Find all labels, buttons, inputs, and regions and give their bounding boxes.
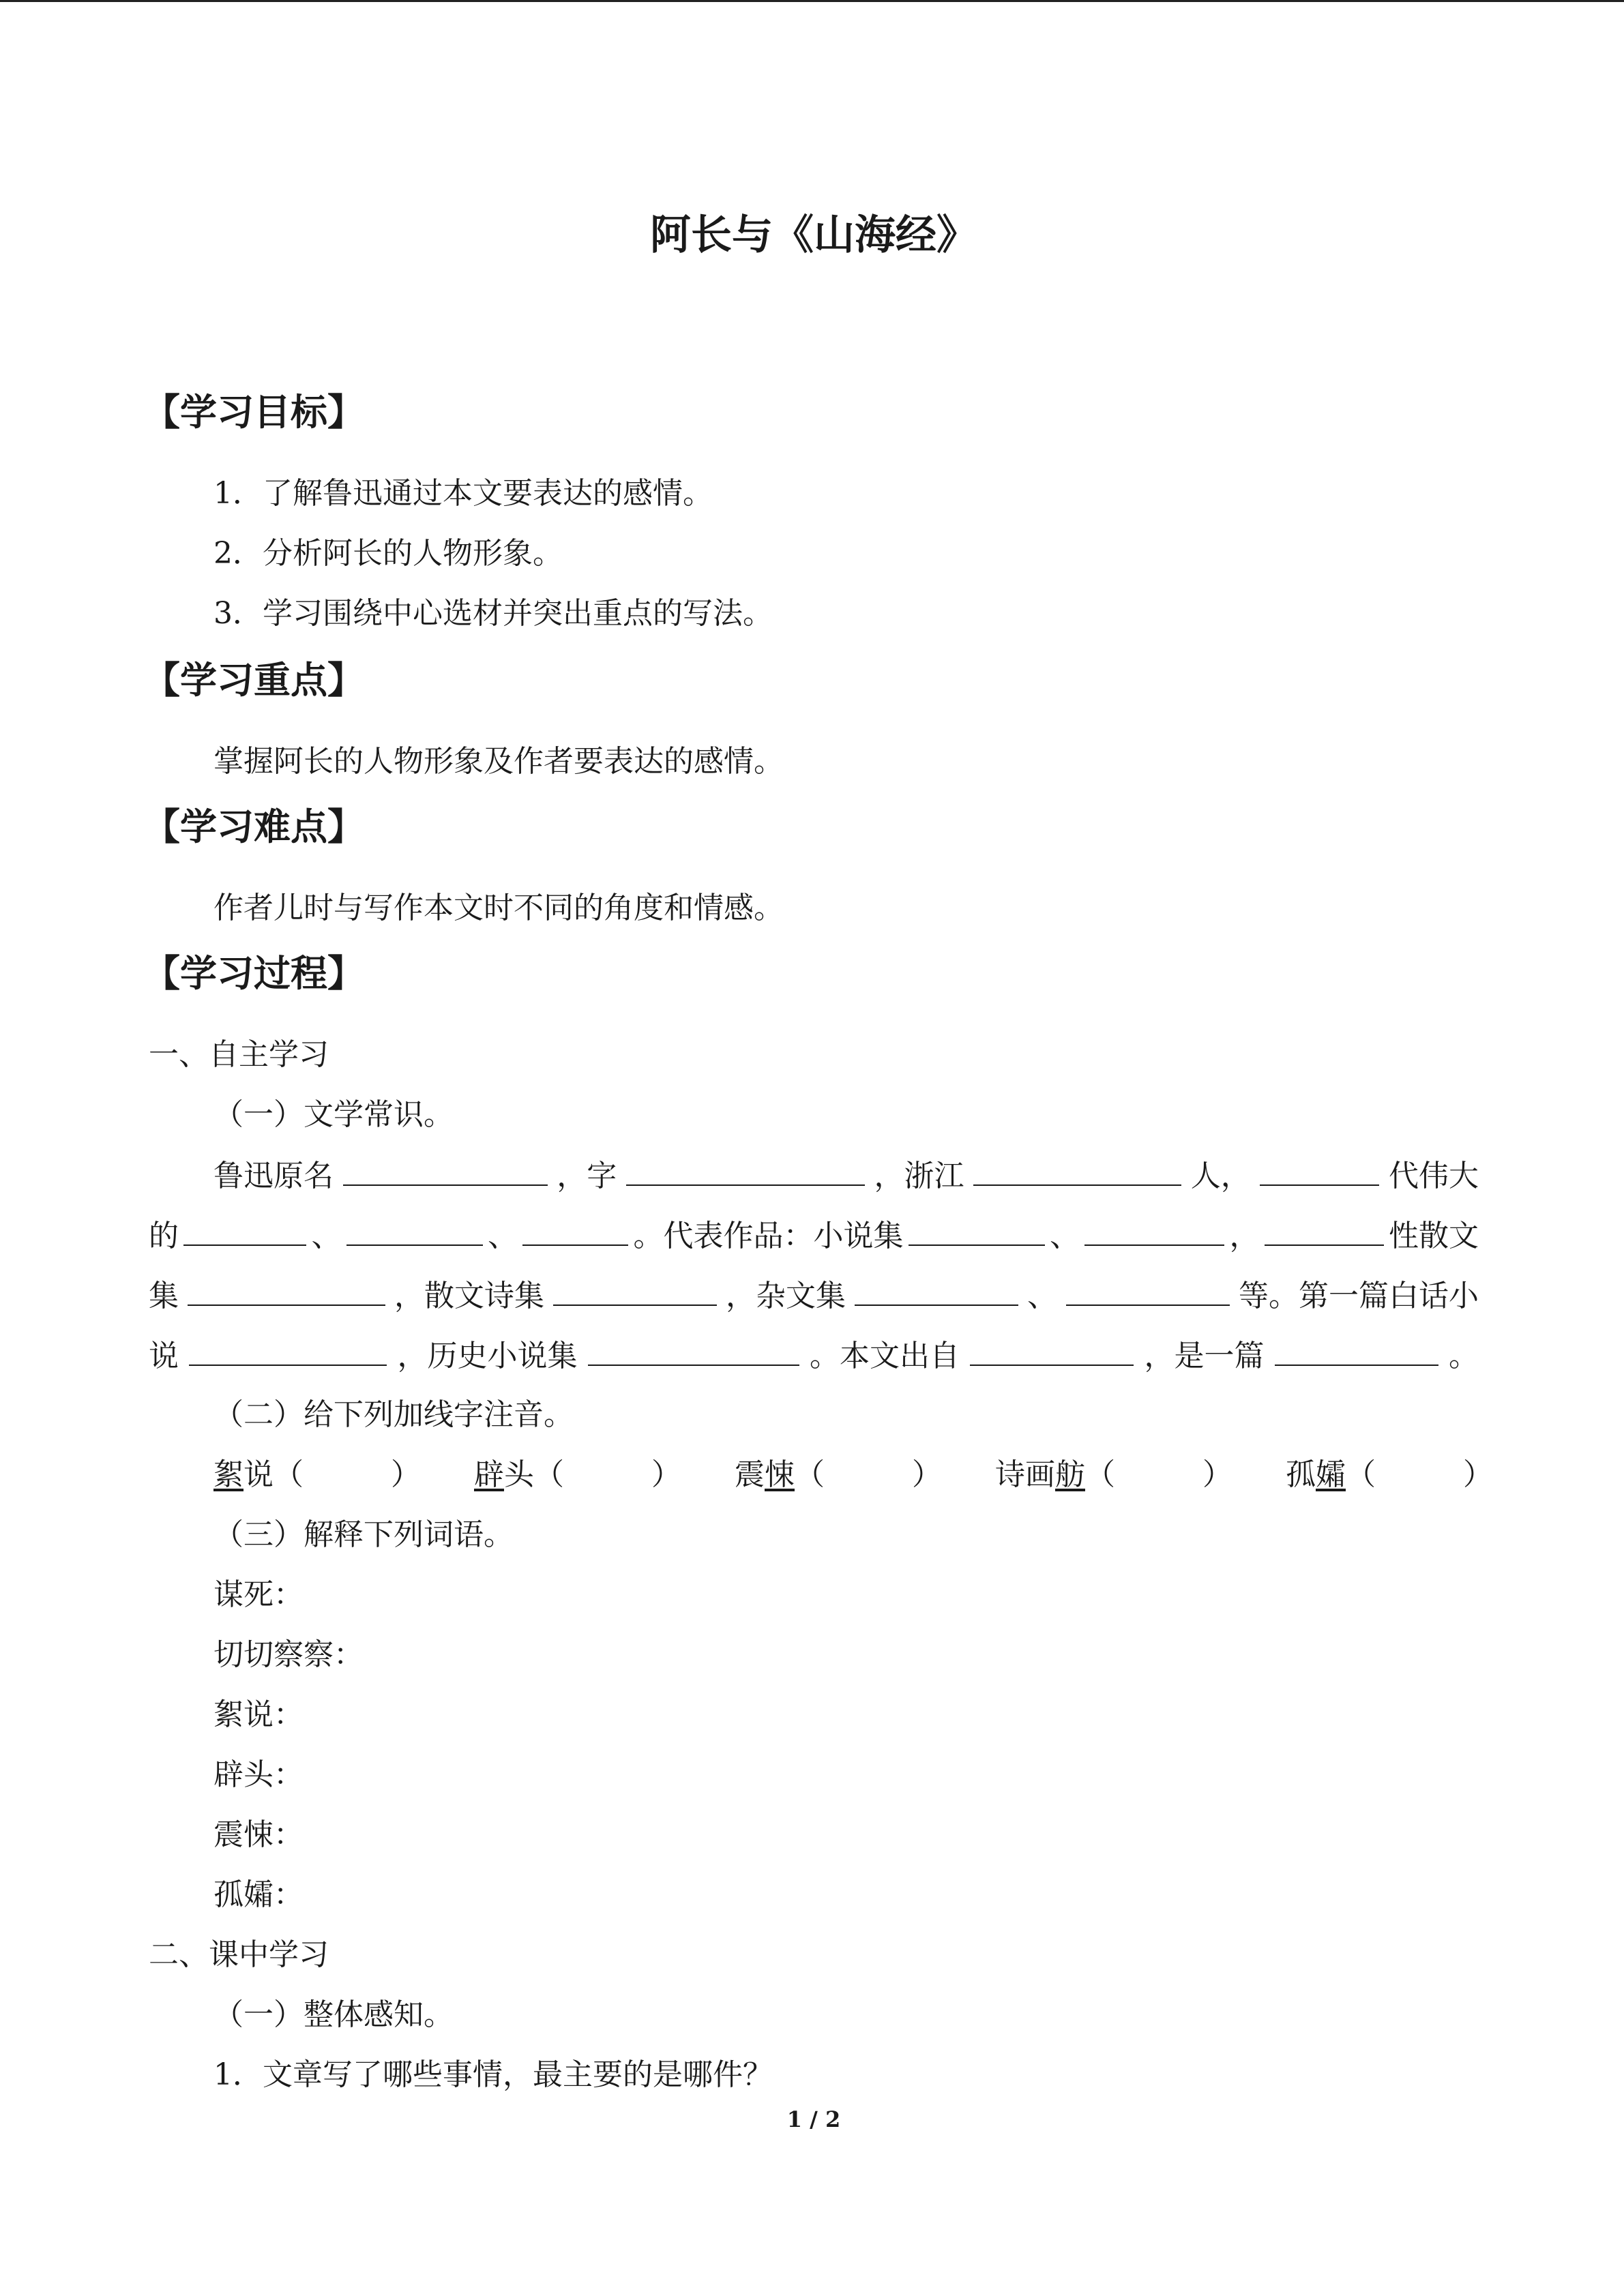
- fill-text: 的: [149, 1219, 179, 1253]
- pinyin-item-1: 絮说（ ）: [213, 1457, 421, 1492]
- word-item-2: 切切察察：: [213, 1637, 364, 1672]
- blank-era[interactable]: [1260, 1154, 1379, 1186]
- difficulty-text: 作者儿时与写作本文时不同的角度和情感。: [213, 891, 784, 925]
- pinyin-item-4: 诗画舫（ ）: [995, 1457, 1232, 1492]
- blank-poem-collection[interactable]: [553, 1274, 717, 1306]
- blank-prose-collection[interactable]: [188, 1274, 385, 1306]
- blank-essay-2[interactable]: [1066, 1274, 1230, 1306]
- blank-essay-1[interactable]: [855, 1274, 1018, 1306]
- fill-text: 鲁迅原名: [213, 1159, 334, 1193]
- fill-line-2: [149, 1214, 1479, 1257]
- blank-hometown[interactable]: [973, 1154, 1181, 1186]
- pinyin-row: [213, 1455, 1537, 1495]
- word-item-4: 辟头：: [213, 1757, 304, 1792]
- section-difficulty-heading: 【学习难点】: [143, 805, 364, 848]
- section-process-heading: 【学习过程】: [143, 952, 364, 995]
- part1-heading: 一、自主学习: [149, 1037, 329, 1072]
- word-item-1: 谋死：: [213, 1577, 304, 1612]
- section-goals-heading: 【学习目标】: [143, 391, 364, 434]
- fill-text: 等。第一篇白话小: [1239, 1279, 1479, 1313]
- fill-line-3: [149, 1274, 1479, 1317]
- document-title: 阿长与《山海经》: [650, 211, 977, 259]
- fill-text: 人，: [1190, 1159, 1251, 1193]
- part2-heading: 二、课中学习: [149, 1937, 329, 1972]
- fill-text: ，杂文集: [726, 1279, 846, 1313]
- blank-novel-2[interactable]: [1084, 1214, 1224, 1246]
- fill-text: 性散文: [1389, 1219, 1479, 1253]
- fill-text: 。: [1449, 1339, 1479, 1373]
- blank-role-2[interactable]: [346, 1214, 483, 1246]
- blank-novel-1[interactable]: [909, 1214, 1045, 1246]
- document-page: [143, 0, 1493, 2296]
- fill-text: 集: [149, 1279, 179, 1313]
- fill-text: 、: [488, 1219, 518, 1253]
- fill-text: ，: [1229, 1219, 1260, 1253]
- fill-text: ，字: [557, 1159, 617, 1193]
- fill-text: ，历史小说集: [397, 1339, 578, 1373]
- fill-line-4: [149, 1335, 1479, 1377]
- blank-role-1[interactable]: [183, 1214, 306, 1246]
- fill-text: 。代表作品：小说集: [633, 1219, 904, 1253]
- part2-sub1: （一）整体感知。: [213, 1997, 454, 2032]
- fill-text: ，浙江: [874, 1159, 964, 1193]
- blank-role-3[interactable]: [522, 1214, 628, 1246]
- blank-courtesy-name[interactable]: [626, 1154, 865, 1186]
- part1-sub3: （三）解释下列词语。: [213, 1517, 514, 1552]
- goal-item-2: 2．分析阿长的人物形象。: [213, 536, 563, 571]
- pinyin-item-5: 孤孀（ ）: [1286, 1457, 1493, 1492]
- focus-text: 掌握阿长的人物形象及作者要表达的感情。: [213, 744, 784, 779]
- fill-text: 、: [311, 1219, 342, 1253]
- word-item-3: 絮说：: [213, 1697, 304, 1732]
- fill-text: ，是一篇: [1144, 1339, 1265, 1373]
- goal-item-3: 3．学习围绕中心选材并突出重点的写法。: [213, 596, 773, 631]
- word-item-6: 孤孀：: [213, 1877, 304, 1912]
- blank-genre[interactable]: [1275, 1335, 1438, 1366]
- pinyin-item-2: 辟头（ ）: [474, 1457, 681, 1492]
- blank-source[interactable]: [970, 1335, 1134, 1366]
- pinyin-item-3: 震悚（ ）: [735, 1457, 942, 1492]
- fill-text: 。本文出自: [810, 1339, 960, 1373]
- blank-original-name[interactable]: [343, 1154, 548, 1186]
- blank-first-novel[interactable]: [189, 1335, 387, 1366]
- part1-sub1: （一）文学常识。: [213, 1097, 454, 1132]
- word-item-5: 震悚：: [213, 1817, 304, 1852]
- fill-text: 、: [1050, 1219, 1080, 1253]
- goal-item-1: 1．了解鲁迅通过本文要表达的感情。: [213, 476, 713, 511]
- fill-text: 代伟大: [1389, 1159, 1479, 1193]
- page-number: 1 / 2: [786, 2106, 841, 2132]
- part2-question-1: 1．文章写了哪些事情，最主要的是哪件？: [213, 2057, 773, 2092]
- blank-prose-type[interactable]: [1265, 1214, 1384, 1246]
- fill-line-1: [213, 1154, 1479, 1197]
- fill-text: 说: [149, 1339, 179, 1373]
- fill-text: ，散文诗集: [394, 1279, 544, 1313]
- fill-text: 、: [1027, 1279, 1057, 1313]
- part1-sub2: （二）给下列加线字注音。: [213, 1397, 574, 1432]
- blank-history-novels[interactable]: [588, 1335, 799, 1366]
- section-focus-heading: 【学习重点】: [143, 659, 364, 702]
